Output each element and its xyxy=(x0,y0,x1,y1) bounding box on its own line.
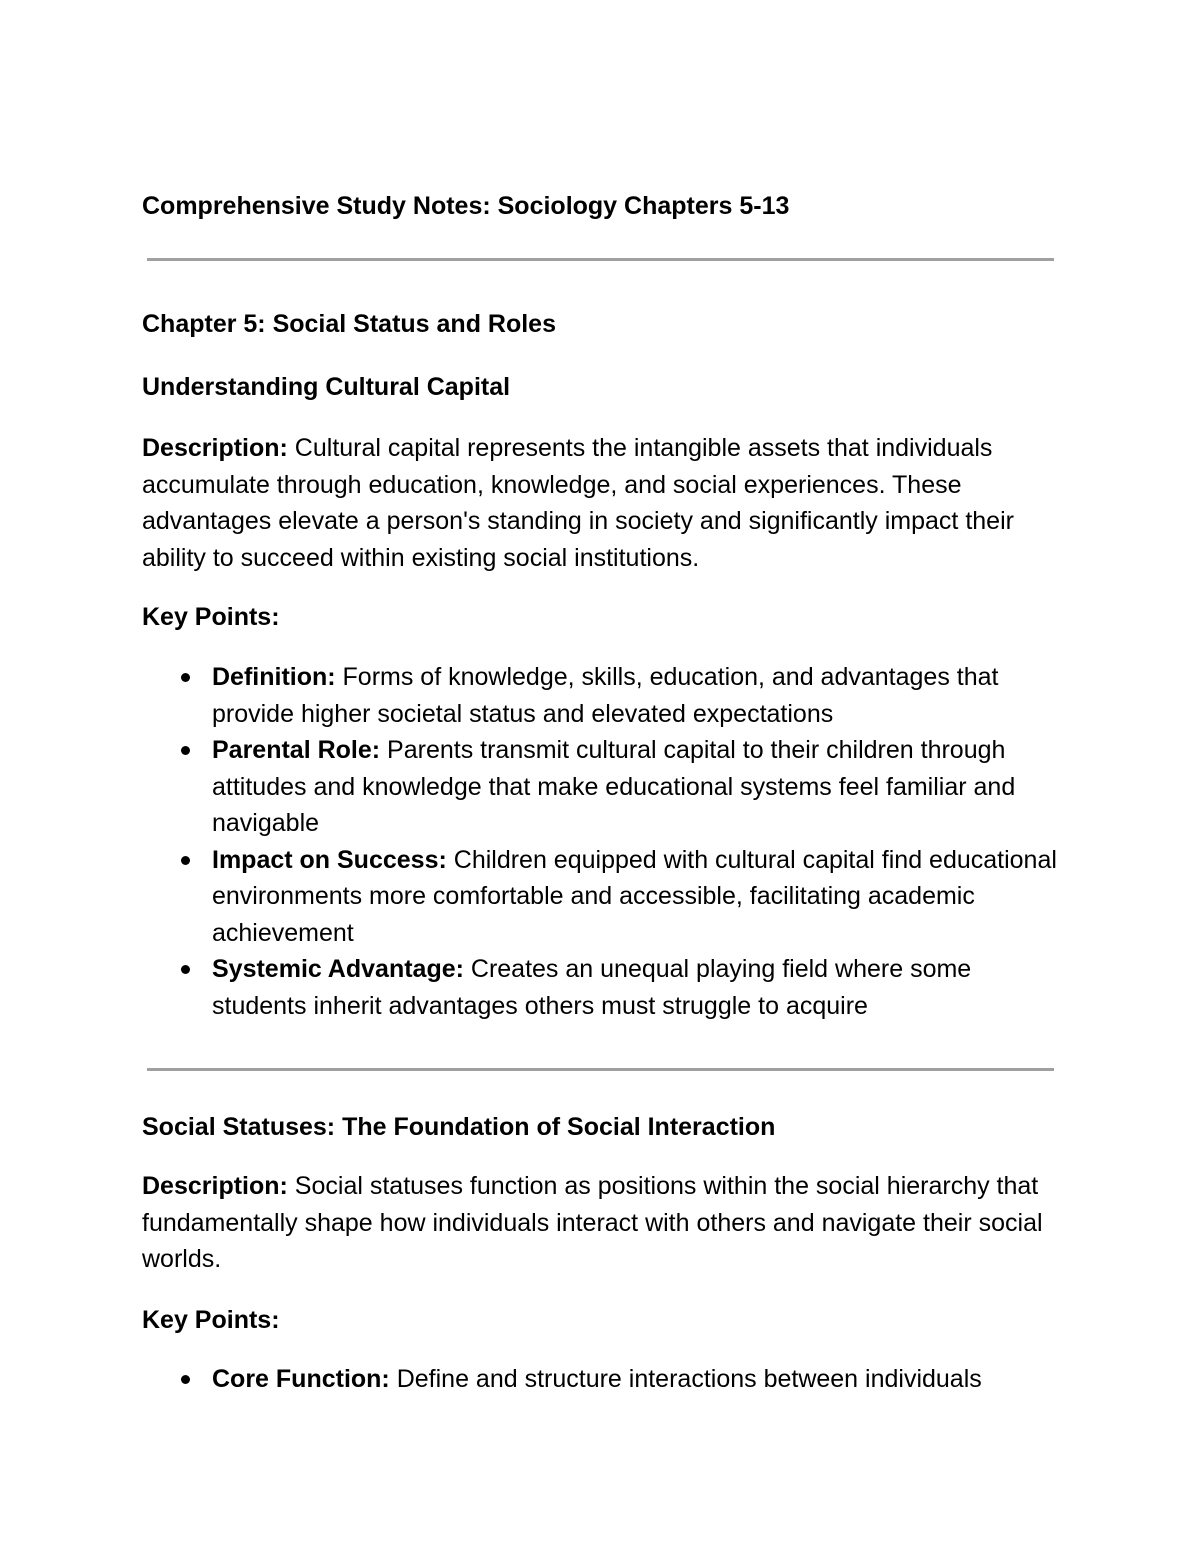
key-points-list xyxy=(142,1361,1062,1398)
bullet-icon xyxy=(181,856,190,865)
list-item xyxy=(142,951,1062,1024)
list-item xyxy=(142,732,1062,842)
section-heading: Social Statuses: The Foundation of Social Interaction xyxy=(142,1113,776,1141)
point-term: Systemic Advantage: xyxy=(212,955,464,983)
point-term: Impact on Success: xyxy=(212,845,447,874)
horizontal-divider xyxy=(147,1068,1054,1071)
key-points-list xyxy=(142,659,1062,1024)
description-label: Description: xyxy=(142,434,288,462)
point-term: Parental Role: xyxy=(212,736,381,764)
point-text: Creates an unequal playing field where some students inherit advantages others must struggle to acquire xyxy=(212,955,972,1020)
bullet-icon xyxy=(181,1375,190,1384)
point-text: Parents transmit cultural capital to their children through attitudes and knowledge that make educational systems feel familiar and navigable xyxy=(212,736,1016,837)
key-points-block xyxy=(142,659,1062,1024)
section-heading-block xyxy=(142,1111,1062,1143)
bullet-icon xyxy=(181,673,190,682)
point-term: Definition: xyxy=(212,663,336,691)
point-text: Define and structure interactions between individuals xyxy=(389,1365,982,1393)
bullet-icon xyxy=(181,965,190,974)
key-points-label-block xyxy=(142,601,1062,633)
point-term: Core Function: xyxy=(212,1365,390,1393)
horizontal-divider xyxy=(147,258,1054,261)
point-text: Forms of knowledge, skills, education, and advantages that provide higher societal status and elevated expectations xyxy=(212,663,999,728)
description-text: Social statuses function as positions within the social hierarchy that fundamentally shape how individuals interact with others and navigate their social worlds. xyxy=(142,1172,1043,1273)
list-item xyxy=(142,659,1062,732)
chapter-heading: Chapter 5: Social Status and Roles xyxy=(142,310,556,338)
point-text: Children equipped with cultural capital find educational environments more comfortable and accessible, facilitating academic achievement xyxy=(212,845,1057,947)
list-item xyxy=(142,842,1062,952)
description-block xyxy=(142,430,1062,576)
description-paragraph xyxy=(142,1168,1062,1278)
section-heading: Understanding Cultural Capital xyxy=(142,373,511,401)
document-title: Comprehensive Study Notes: Sociology Chapters 5-13 xyxy=(142,192,790,220)
description-text: Cultural capital represents the intangible assets that individuals accumulate through education, knowledge, and social experiences. These advantages elevate a person's standing in society and significantly impact their ability to succeed within existing social institutions. xyxy=(142,434,1014,572)
description-paragraph xyxy=(142,430,1062,576)
section-heading-block xyxy=(142,371,1062,403)
key-points-block xyxy=(142,1361,1062,1398)
key-points-label: Key Points: xyxy=(142,603,280,631)
key-points-label-block xyxy=(142,1304,1062,1336)
list-item xyxy=(142,1361,1062,1398)
bullet-icon xyxy=(181,746,190,755)
description-label: Description: xyxy=(142,1172,288,1200)
key-points-label: Key Points: xyxy=(142,1306,280,1334)
description-block xyxy=(142,1168,1062,1278)
chapter-heading-block xyxy=(142,308,1062,340)
